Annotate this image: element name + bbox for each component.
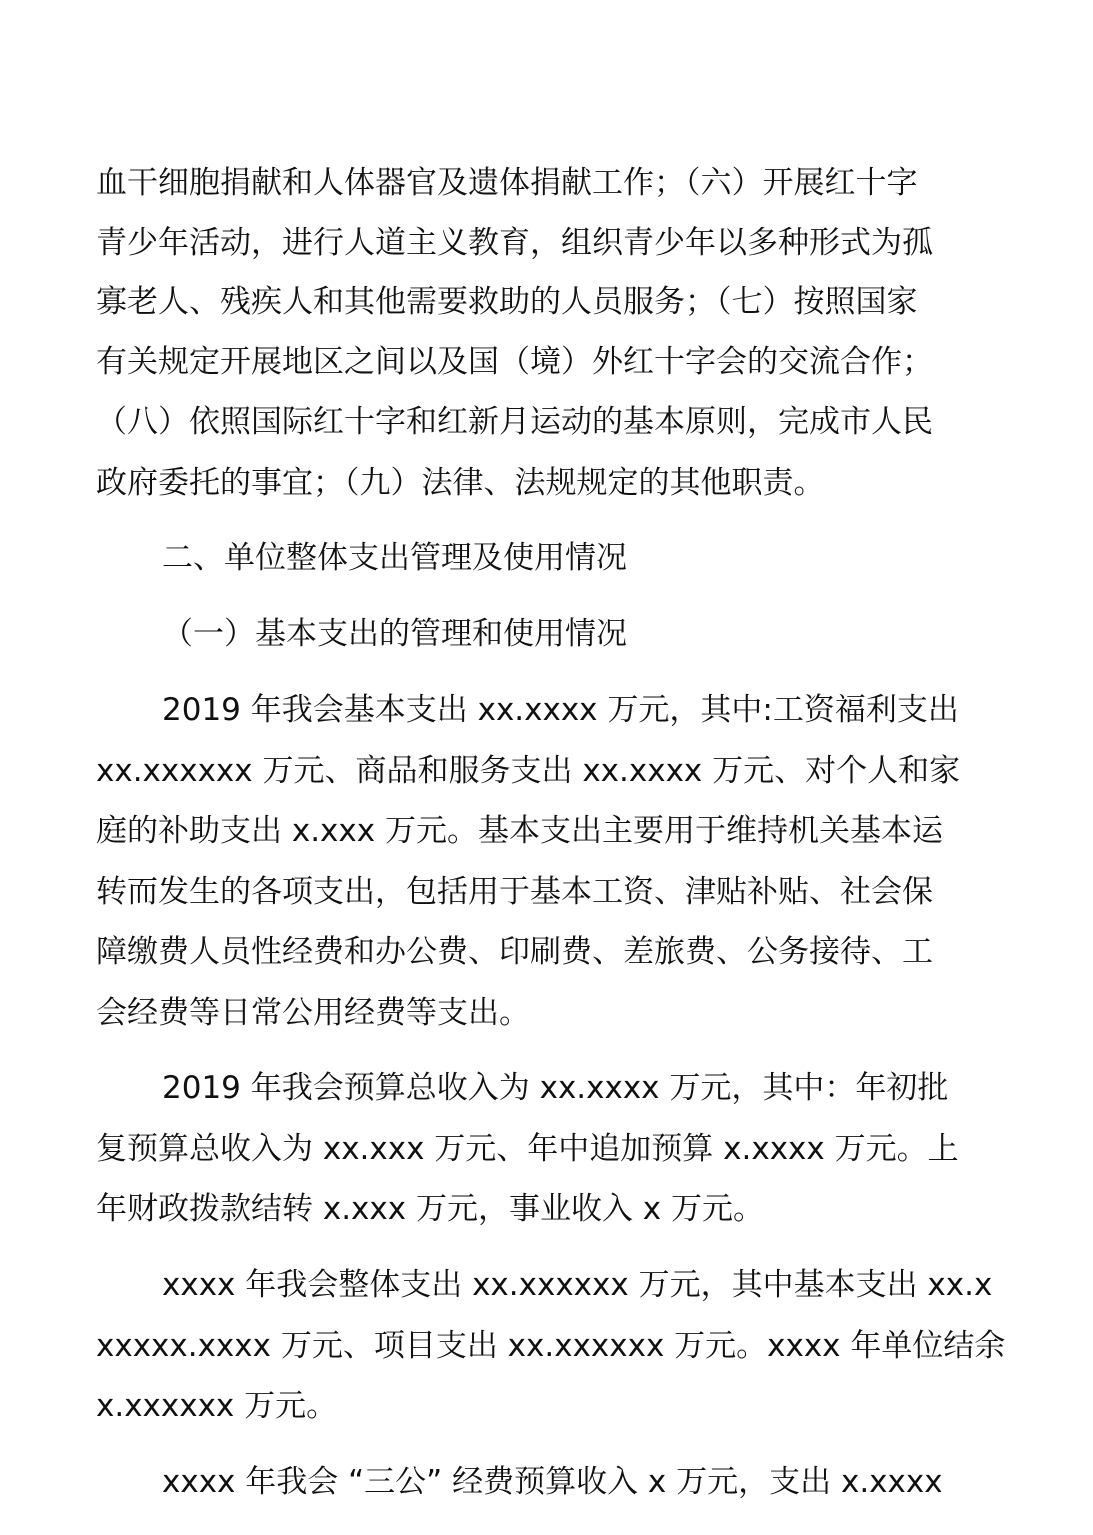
- text-line: 政府委托的事宜；（九）法律、法规规定的其他职责。: [96, 465, 825, 501]
- text-line: x.xxxxxx 万元。: [96, 1388, 338, 1424]
- paragraph-first-line: 2019 年我会基本支出 xx.xxxx 万元，其中:工资福利支出: [162, 692, 959, 728]
- section-heading: 二、单位整体支出管理及使用情况: [162, 540, 627, 576]
- text-line: 障缴费人员性经费和办公费、印刷费、差旅费、公务接待、工: [96, 934, 933, 970]
- subsection-heading: （一）基本支出的管理和使用情况: [162, 616, 627, 652]
- paragraph-first-line: xxxx 年我会整体支出 xx.xxxxxx 万元，其中基本支出 xx.x: [162, 1267, 993, 1303]
- text-line: 有关规定开展地区之间以及国（境）外红十字会的交流合作；: [96, 344, 933, 380]
- text-line: 青少年活动，进行人道主义教育，组织青少年以多种形式为孤: [96, 225, 933, 261]
- text-line: 寡老人、残疾人和其他需要救助的人员服务；（七）按照国家: [96, 284, 918, 320]
- text-line: 会经费等日常公用经费等支出。: [96, 995, 530, 1031]
- text-line: 庭的补助支出 x.xxx 万元。基本支出主要用于维持机关基本运: [96, 813, 943, 849]
- paragraph-first-line: 2019 年我会预算总收入为 xx.xxxx 万元，其中：年初批: [162, 1070, 949, 1106]
- text-line: 年财政拨款结转 x.xxx 万元，事业收入 x 万元。: [96, 1191, 764, 1227]
- paragraph-first-line: xxxx 年我会 “三公” 经费预算收入 x 万元，支出 x.xxxx: [162, 1464, 943, 1500]
- text-line: xxxxx.xxxx 万元、项目支出 xx.xxxxxx 万元。xxxx 年单位结余: [96, 1328, 1006, 1364]
- text-line: 复预算总收入为 xx.xxx 万元、年中追加预算 x.xxxx 万元。上: [96, 1131, 959, 1167]
- text-line: 血干细胞捐献和人体器官及遗体捐献工作；（六）开展红十字: [96, 165, 918, 201]
- text-line: （八）依照国际红十字和红新月运动的基本原则，完成市人民: [96, 404, 933, 440]
- text-line: xx.xxxxxx 万元、商品和服务支出 xx.xxxx 万元、对个人和家: [96, 753, 961, 789]
- text-line: 转而发生的各项支出，包括用于基本工资、津贴补贴、社会保: [96, 874, 933, 910]
